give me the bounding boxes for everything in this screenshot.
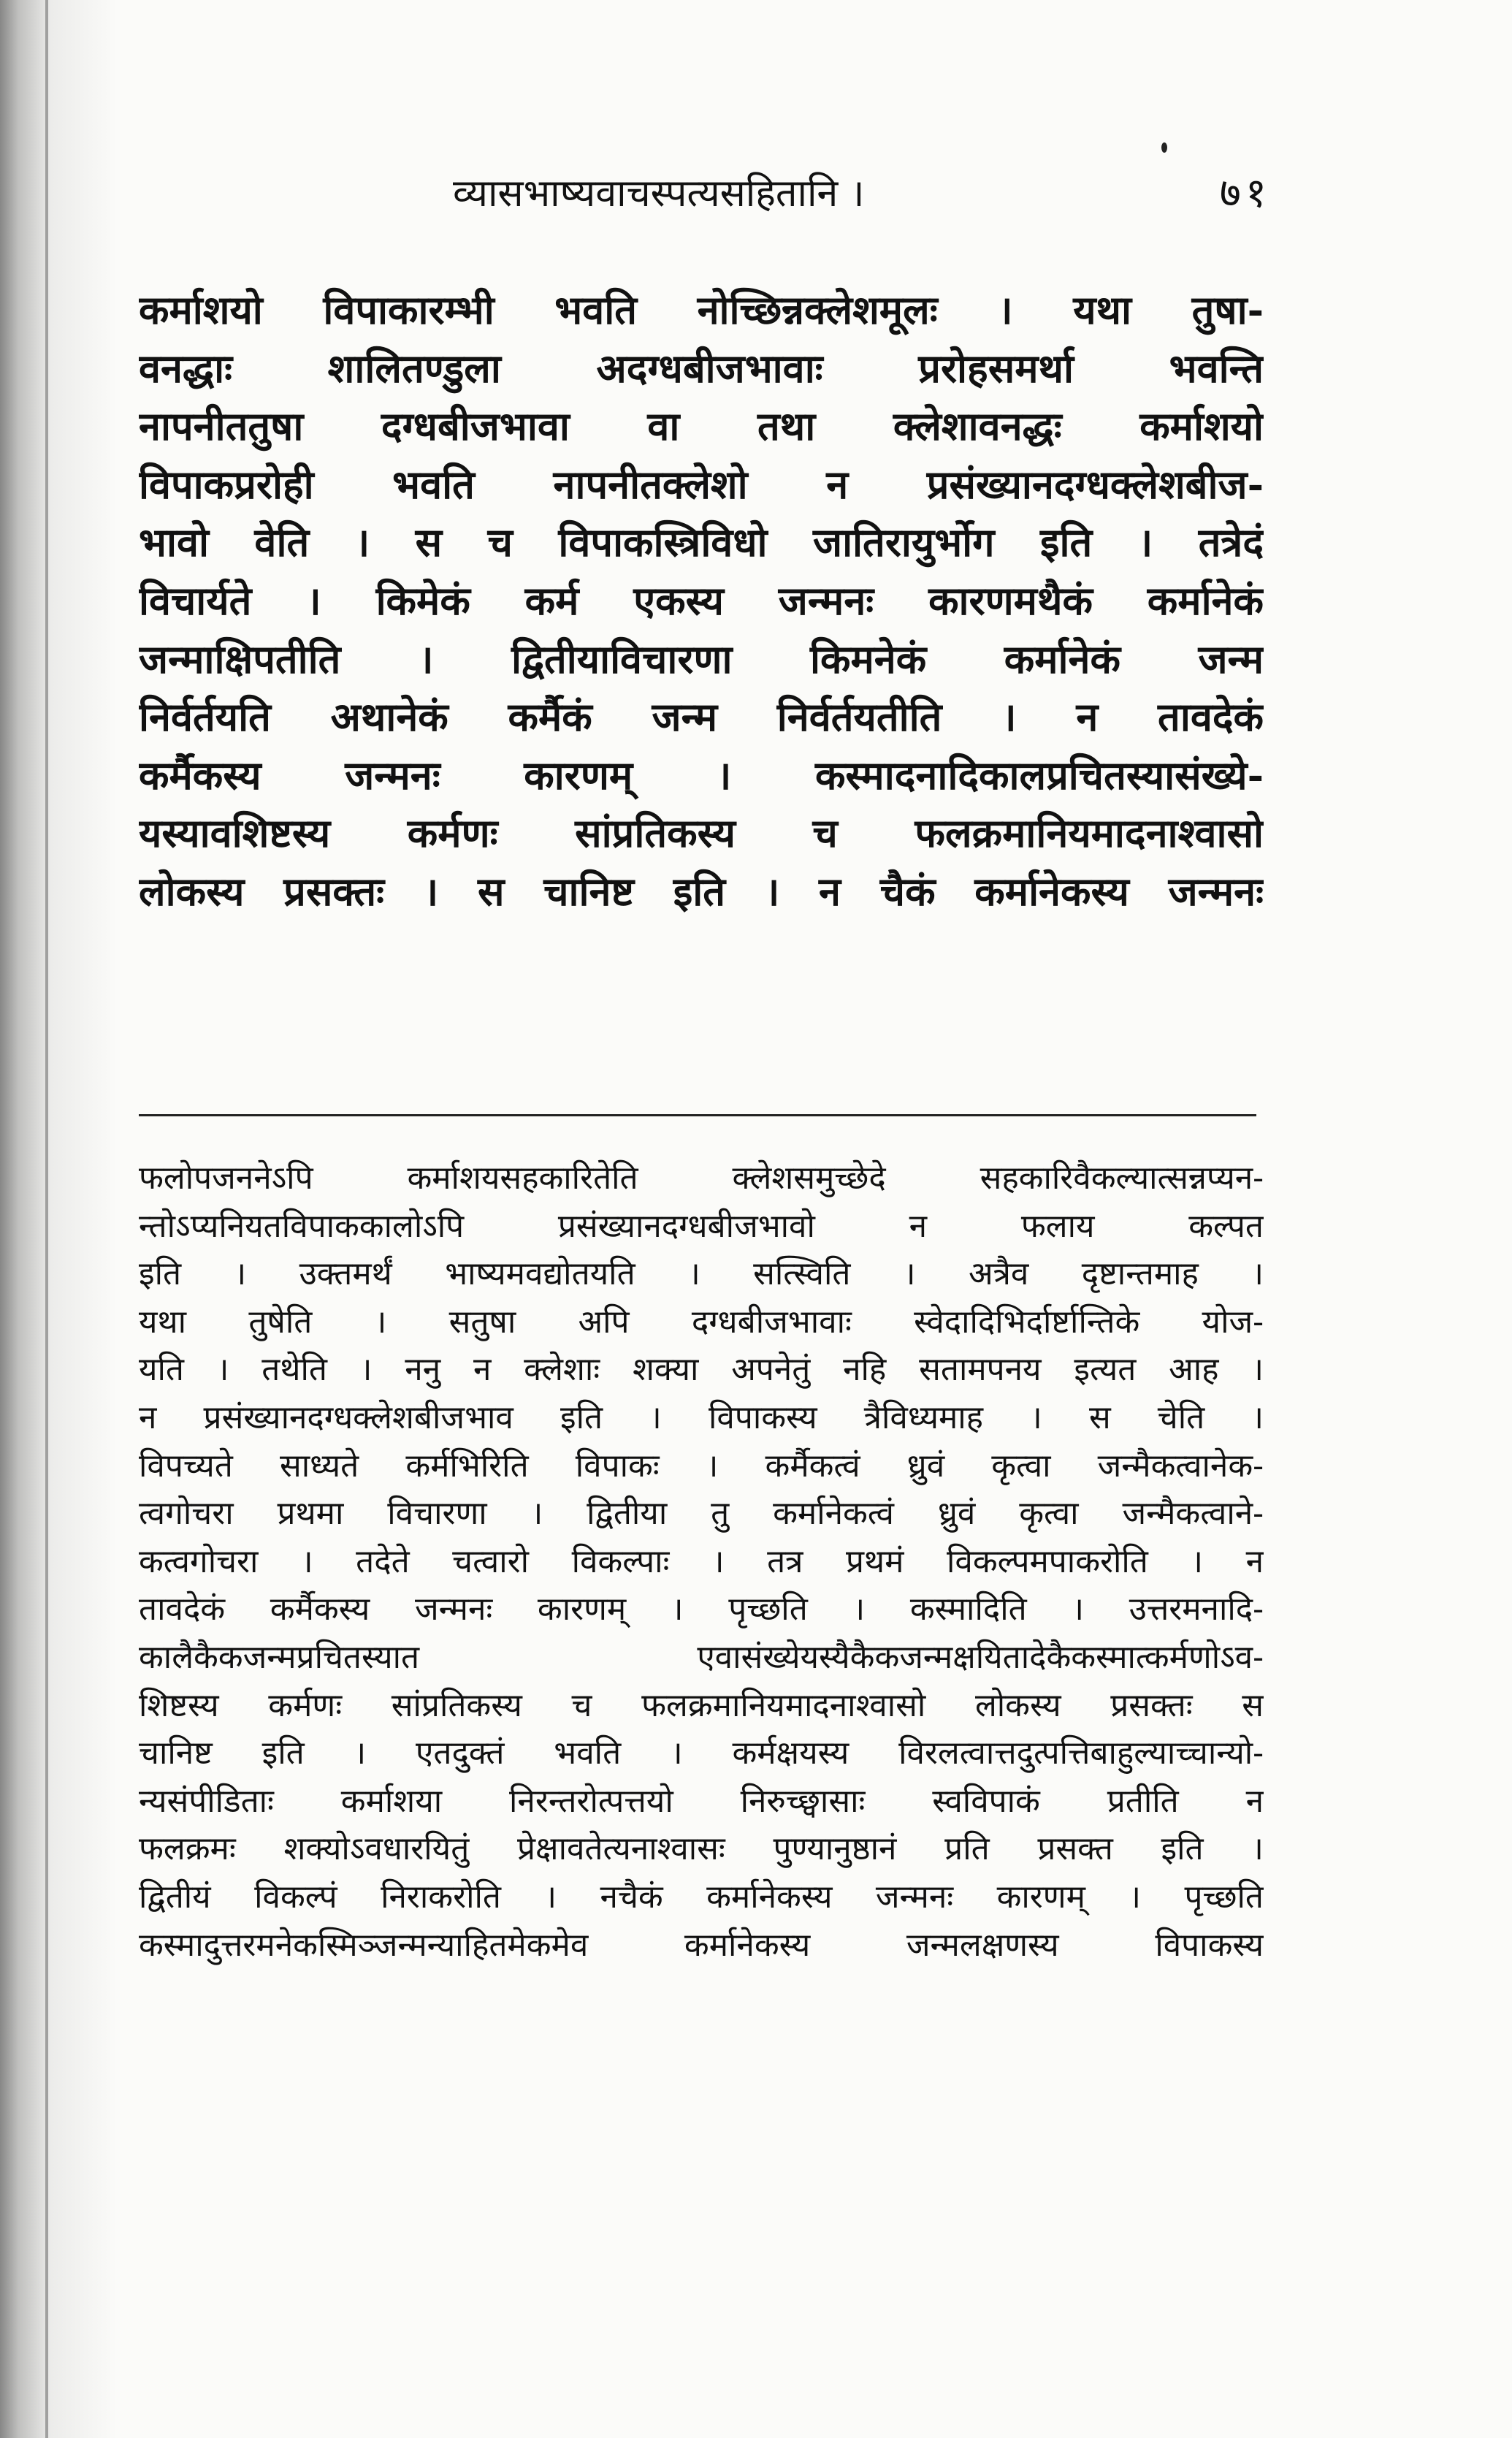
commentary-line: कस्मादुत्तरमनेकस्मिञ्जन्मन्याहितमेकमेव कर्मानेकस्य जन्मलक्षणस्य विपाकस्य [139,1926,1264,1964]
main-text-line: विपाकप्ररोही भवति नापनीतक्लेशो न प्रसंख्यानदग्धक्लेशबीज- [139,460,1264,508]
main-text-line: भावो वेति । स च विपाकस्त्रिविधो जातिरायुर्भोग इति । तत्रेदं [139,519,1264,566]
commentary-line: कत्वगोचरा । तदेते चत्वारो विकल्पाः । तत्र प्रथमं विकल्पमपाकरोति । न [139,1542,1264,1580]
commentary-line: फलक्रमः शक्योऽवधारयितुं प्रेक्षावतेत्यनाश्वासः पुण्यानुष्ठानं प्रति प्रसक्त इति । [139,1830,1264,1868]
commentary-line: फलोपजननेऽपि कर्माशयसहकारितेति क्लेशसमुच्छेदे सहकारिवैकल्यात्सन्नप्यन- [139,1159,1264,1197]
commentary-line: न्यसंपीडिताः कर्माशया निरन्तरोत्पत्तयो निरुच्छ्वासाः स्वविपाकं प्रतीति न [139,1782,1264,1820]
ink-speck [1161,142,1167,153]
commentary-line: न्तोऽप्यनियतविपाककालोऽपि प्रसंख्यानदग्धबीजभावो न फलाय कल्पत [139,1207,1264,1245]
commentary-line: द्वितीयं विकल्पं निराकरोति । नचैकं कर्मानेकस्य जन्मनः कारणम् । पृच्छति [139,1878,1264,1916]
commentary-line: न प्रसंख्यानदग्धक्लेशबीजभाव इति । विपाकस्य त्रैविध्यमाह । स चेति । [139,1398,1264,1436]
commentary-line: चानिष्ट इति । एतदुक्तं भवति । कर्मक्षयस्य विरलत्वात्तदुत्पत्तिबाहुल्याच्चान्यो- [139,1734,1264,1772]
running-title: व्यासभाष्यवाचस्पत्यसहितानि । [453,172,865,216]
main-text-line: लोकस्य प्रसक्तः । स चानिष्ट इति । न चैकं कर्मानेकस्य जन्मनः [139,867,1264,915]
binding-shadow [0,0,117,2438]
main-text-block [139,281,1264,921]
page-edge [45,0,48,2438]
commentary-line: यथा तुषेति । सतुषा अपि दग्धबीजभावाः स्वेदादिभिर्दार्ष्टान्तिके योज- [139,1303,1264,1341]
commentary-line: तावदेकं कर्मैकस्य जन्मनः कारणम् । पृच्छति । कस्मादिति । उत्तरमनादि- [139,1591,1264,1628]
commentary-line: इति । उक्तमर्थं भाष्यमवद्योतयति । सत्स्विति । अत्रैव दृष्टान्तमाह । [139,1255,1264,1293]
commentary-line: त्वगोचरा प्रथमा विचारणा । द्वितीया तु कर्मानेकत्वं ध्रुवं कृत्वा जन्मैकत्वाने- [139,1495,1264,1533]
commentary-line: यति । तथेति । ननु न क्लेशाः शक्या अपनेतुं नहि सतामपनय इत्यत आह । [139,1351,1264,1389]
commentary-line: विपच्यते साध्यते कर्मभिरिति विपाकः । कर्मैकत्वं ध्रुवं कृत्वा जन्मैकत्वानेक- [139,1447,1264,1485]
commentary-line: शिष्टस्य कर्मणः सांप्रतिकस्य च फलक्रमानियमादनाश्वासो लोकस्य प्रसक्तः स [139,1686,1264,1724]
main-text-line: नापनीततुषा दग्धबीजभावा वा तथा क्लेशावनद्धः कर्माशयो [139,403,1264,450]
page-number: ७१ [1219,169,1271,217]
section-divider [139,1114,1256,1116]
main-text-line: विचार्यते । किमेकं कर्म एकस्य जन्मनः कारणमथैकं कर्मानेकं [139,576,1264,624]
main-text-line: निर्वर्तयति अथानेकं कर्मैकं जन्म निर्वर्तयतीति । न तावदेकं [139,693,1264,741]
main-text-line: कर्मैकस्य जन्मनः कारणम् । कस्मादनादिकालप्रचितस्यासंख्ये- [139,751,1264,799]
commentary-line: कालैकैकजन्मप्रचितस्यात एवासंख्येयस्यैकैकजन्मक्षयितादेकैकस्मात्कर्मणोऽव- [139,1638,1264,1676]
main-text-line: यस्यावशिष्टस्य कर्मणः सांप्रतिकस्य च फलक्रमानियमादनाश्वासो [139,810,1264,857]
main-text-line: जन्माक्षिपतीति । द्वितीयाविचारणा किमनेकं कर्मानेकं जन्म [139,635,1264,682]
main-text-line: वनद्धाः शालितण्डुला अदग्धबीजभावाः प्ररोहसमर्था भवन्ति [139,344,1264,392]
commentary-block [139,1154,1264,1969]
page-header [131,168,1271,226]
main-text-line: कर्माशयो विपाकारम्भी भवति नोच्छिन्नक्लेशमूलः । यथा तुषा- [139,286,1264,333]
